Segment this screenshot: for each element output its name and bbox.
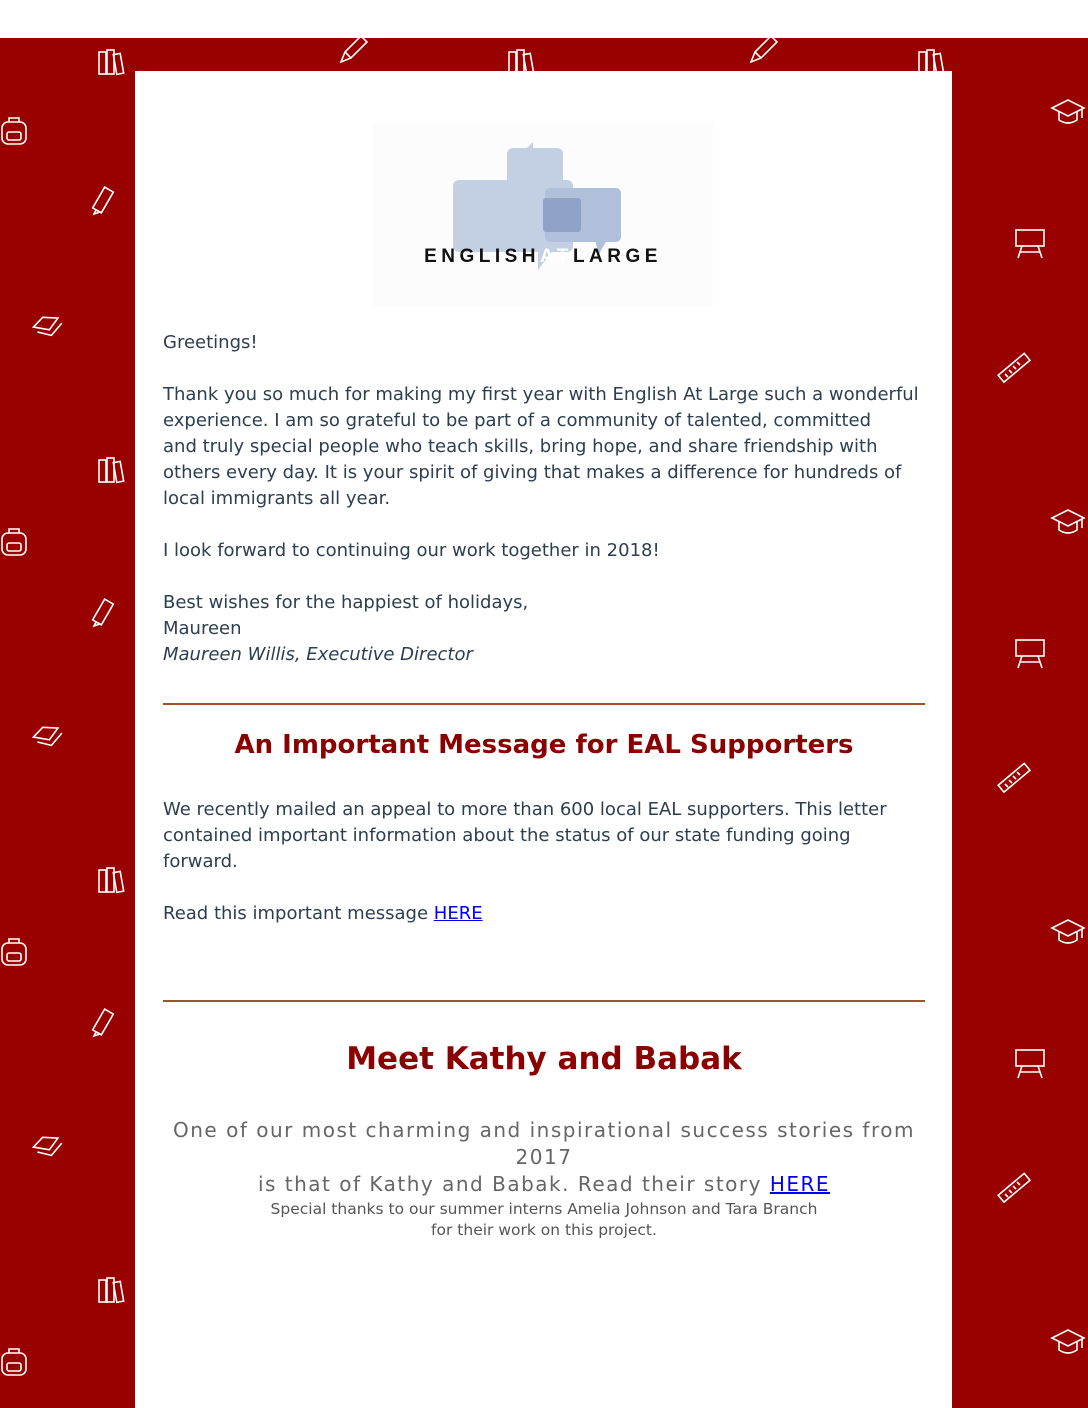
closing-line: Best wishes for the happiest of holidays, <box>163 592 529 613</box>
logo-word-large: LARGE <box>572 246 662 267</box>
greeting: Greetings! <box>163 332 258 353</box>
section-divider <box>163 703 925 705</box>
chalkboard-icon <box>1012 634 1048 670</box>
ruler-icon <box>995 1170 1031 1206</box>
books-icon <box>93 42 129 78</box>
graduation-cap-icon <box>1050 1324 1086 1360</box>
important-message-heading: An Important Message for EAL Supporters <box>234 730 854 760</box>
message-line: We recently mailed an appeal to more than 600 local EAL supporters. This letter <box>163 799 887 820</box>
backpack-icon <box>0 933 32 969</box>
pencil-icon <box>86 1006 122 1042</box>
section-divider <box>163 1000 925 1002</box>
chalkboard-icon <box>1012 1044 1048 1080</box>
message-line: forward. <box>163 851 238 872</box>
books-icon <box>93 1270 129 1306</box>
backpack-icon <box>0 523 32 559</box>
open-book-icon <box>30 718 66 754</box>
thanks-line: for their work on this project. <box>431 1221 657 1239</box>
thanks-line: Special thanks to our summer interns Amelia Johnson and Tara Branch <box>270 1200 818 1218</box>
important-message-link[interactable]: HERE <box>433 903 483 924</box>
graduation-cap-icon <box>1050 94 1086 130</box>
forward-line: I look forward to continuing our work together in 2018! <box>163 540 660 561</box>
letter-line: experience. I am so grateful to be part of a community of talented, committed <box>163 410 872 431</box>
pencil-icon <box>86 596 122 632</box>
important-message-body <box>163 797 925 927</box>
story-intro <box>163 1117 925 1198</box>
story-line: One of our most charming and inspirational success stories from 2017 <box>173 1118 915 1169</box>
intern-thanks <box>163 1199 925 1241</box>
letter-line: others every day. It is your spirit of giving that makes a difference for hundreds of <box>163 462 902 483</box>
message-link-prefix: Read this important message <box>163 903 434 924</box>
story-link[interactable]: HERE <box>769 1172 831 1196</box>
logo-word-english: ENGLISH <box>424 246 541 267</box>
newsletter-panel <box>135 71 952 1408</box>
meet-kathy-babak-heading: Meet Kathy and Babak <box>346 1041 742 1077</box>
message-line: contained important information about the status of our state funding going <box>163 825 851 846</box>
open-book-icon <box>30 308 66 344</box>
open-book-icon <box>30 1128 66 1164</box>
letter-line: Thank you so much for making my first year with English At Large such a wonderful <box>163 384 919 405</box>
logo-word-at: AT <box>540 246 573 267</box>
pencil-icon <box>335 38 371 68</box>
ruler-icon <box>995 350 1031 386</box>
graduation-cap-icon <box>1050 504 1086 540</box>
message-link-line <box>163 901 925 927</box>
books-icon <box>93 860 129 896</box>
story-line: is that of Kathy and Babak. Read their story <box>257 1172 770 1196</box>
letter-line: local immigrants all year. <box>163 488 391 509</box>
logo-wordmark <box>373 246 713 268</box>
letter-paragraph <box>163 382 925 512</box>
pencil-icon <box>745 38 781 68</box>
signature-title: Maureen Willis, Executive Director <box>163 644 473 665</box>
signature-name: Maureen <box>163 618 242 639</box>
backpack-icon <box>0 1343 32 1379</box>
ruler-icon <box>995 760 1031 796</box>
chalkboard-icon <box>1012 224 1048 260</box>
letter-line: and truly special people who teach skills, bring hope, and share friendship with <box>163 436 878 457</box>
pencil-icon <box>86 184 122 220</box>
books-icon <box>93 450 129 486</box>
backpack-icon <box>0 112 32 148</box>
graduation-cap-icon <box>1050 914 1086 950</box>
english-at-large-logo <box>373 122 713 307</box>
sign-off <box>163 590 925 668</box>
message-paragraph <box>163 797 925 875</box>
letter-body <box>163 330 925 668</box>
